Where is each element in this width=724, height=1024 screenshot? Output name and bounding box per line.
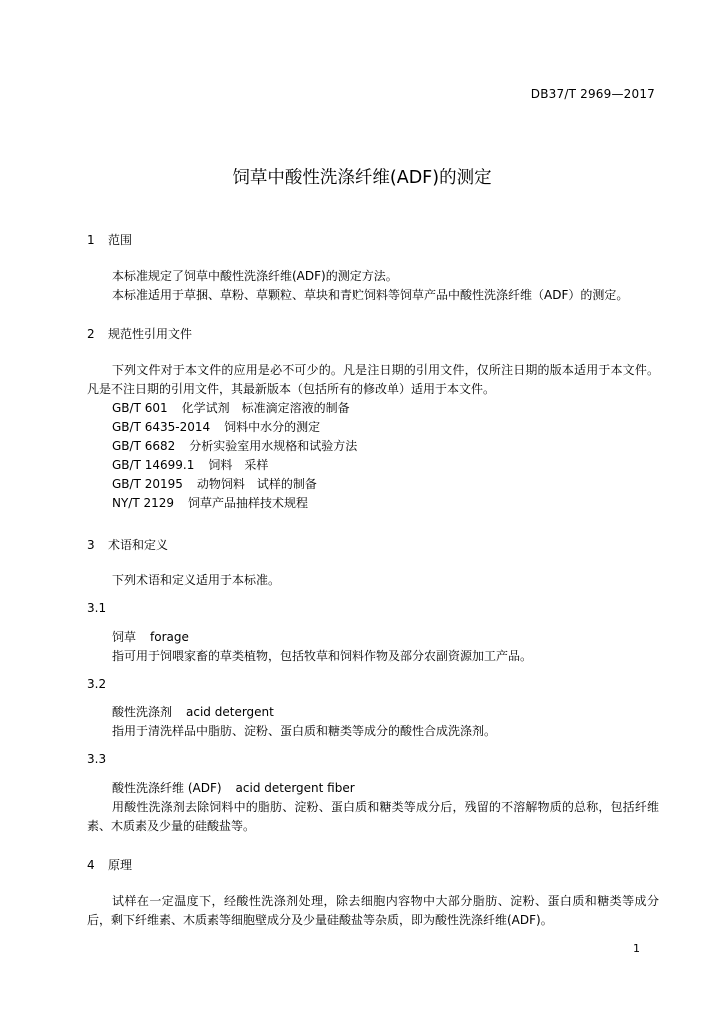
- term-definition: 指用于清洗样品中脂肪、淀粉、蛋白质和糖类等成分的酸性合成洗涤剂。: [112, 724, 497, 738]
- section-4-body: [87, 892, 659, 930]
- term-3-1: [87, 628, 659, 666]
- term-zh: 酸性洗涤剂: [112, 705, 173, 719]
- reference-code: GB/T 20195: [112, 477, 183, 491]
- reference-item: [87, 399, 659, 418]
- standard-code: DB37/T 2969—2017: [530, 87, 655, 101]
- term-3-2: [87, 703, 659, 741]
- reference-item: [87, 475, 659, 494]
- term-3-2-number: 3.2: [87, 677, 107, 691]
- section-4-heading: [87, 856, 132, 873]
- reference-item: [87, 494, 659, 513]
- section-number: 2: [87, 327, 95, 341]
- term-definition: 用酸性洗涤剂去除饲料中的脂肪、淀粉、蛋白质和糖类等成分后，残留的不溶解物质的总称，包括纤维素、木质素及少量的硅酸盐等。: [87, 800, 659, 833]
- term-en: acid detergent: [186, 705, 274, 719]
- term-name: [87, 628, 659, 647]
- section-title: 规范性引用文件: [108, 327, 193, 341]
- section-title: 术语和定义: [108, 538, 169, 552]
- section-1-heading: [87, 231, 132, 248]
- section-3-heading: [87, 536, 168, 553]
- reference-name: 饲料中水分的测定: [224, 420, 321, 434]
- paragraph: 下列术语和定义适用于本标准。: [112, 573, 281, 587]
- reference-code: GB/T 6435-2014: [112, 420, 211, 434]
- reference-name: 饲草产品抽样技术规程: [188, 496, 309, 510]
- section-number: 4: [87, 858, 95, 872]
- section-number: 1: [87, 233, 95, 247]
- term-zh: 饲草: [112, 630, 137, 644]
- reference-item: [87, 437, 659, 456]
- paragraph: 本标准规定了饲草中酸性洗涤纤维(ADF)的测定方法。: [112, 269, 398, 283]
- page-number: 1: [633, 942, 640, 955]
- document-title: 饲草中酸性洗涤纤维(ADF)的测定: [232, 168, 492, 188]
- term-name: [87, 779, 659, 798]
- paragraph: 本标准适用于草捆、草粉、草颗粒、草块和青贮饲料等饲草产品中酸性洗涤纤维（ADF）的测定。: [112, 288, 629, 302]
- reference-name: 化学试剂 标准滴定溶液的制备: [181, 401, 350, 415]
- term-definition: 指可用于饲喂家畜的草类植物，包括牧草和饲料作物及部分农副资源加工产品。: [112, 649, 533, 663]
- reference-code: GB/T 14699.1: [112, 458, 195, 472]
- reference-code: NY/T 2129: [112, 496, 175, 510]
- term-en: acid detergent fiber: [235, 781, 355, 795]
- term-zh: 酸性洗涤纤维 (ADF): [112, 781, 222, 795]
- section-title: 范围: [108, 233, 133, 247]
- section-2-body: [87, 361, 659, 513]
- section-2-heading: [87, 325, 192, 342]
- section-3-intro: [87, 571, 659, 590]
- section-number: 3: [87, 538, 95, 552]
- term-3-3: [87, 779, 659, 836]
- reference-code: GB/T 6682: [112, 439, 176, 453]
- term-name: [87, 703, 659, 722]
- reference-item: [87, 456, 659, 475]
- section-title: 原理: [108, 858, 133, 872]
- section-1-body: [87, 267, 659, 305]
- term-3-1-number: 3.1: [87, 601, 107, 615]
- term-en: forage: [150, 630, 189, 644]
- reference-name: 分析实验室用水规格和试验方法: [189, 439, 358, 453]
- paragraph: 下列文件对于本文件的应用是必不可少的。凡是注日期的引用文件，仅所注日期的版本适用于本文件。凡是不注日期的引用文件，其最新版本（包括所有的修改单）适用于本文件。: [87, 363, 659, 396]
- reference-name: 动物饲料 试样的制备: [196, 477, 317, 491]
- reference-item: [87, 418, 659, 437]
- reference-code: GB/T 601: [112, 401, 168, 415]
- term-3-3-number: 3.3: [87, 752, 107, 766]
- reference-name: 饲料 采样: [208, 458, 269, 472]
- paragraph: 试样在一定温度下，经酸性洗涤剂处理，除去细胞内容物中大部分脂肪、淀粉、蛋白质和糖类等成分后，剩下纤维素、木质素等细胞壁成分及少量硅酸盐等杂质，即为酸性洗涤纤维(ADF)。: [87, 894, 659, 927]
